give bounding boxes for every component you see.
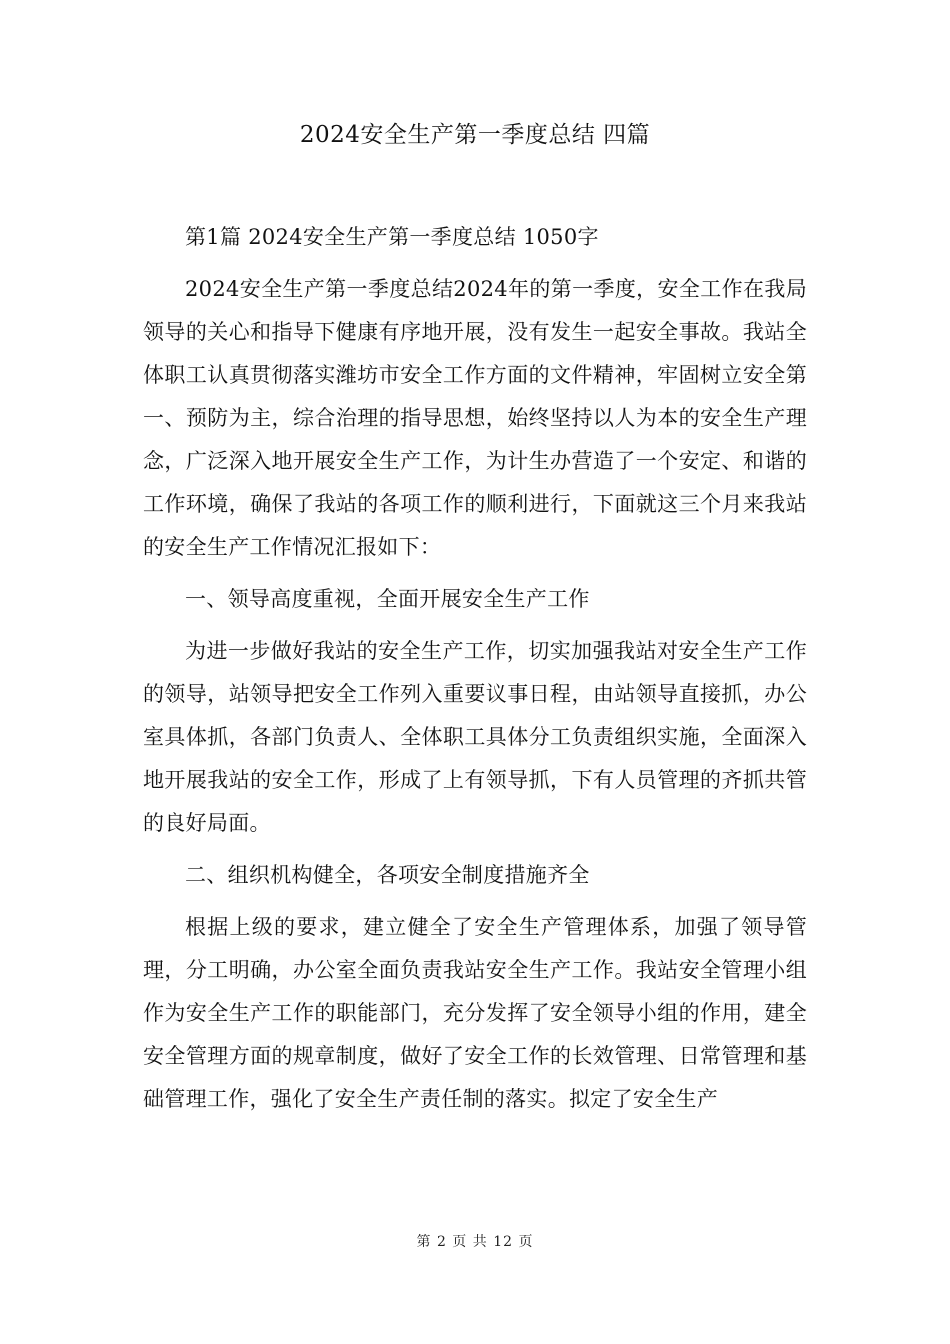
subheading-organization: 二、组织机构健全，各项安全制度措施齐全 [185, 863, 590, 887]
paragraph-organization: 根据上级的要求，建立健全了安全生产管理体系，加强了领导管理，分工明确，办公室全面负责我站安全生产工作。我站安全管理小组作为安全生产工作的职能部门，充分发挥了安全领导小组的作用，建全安全管理方面的规章制度，做好了安全工作的长效管理、日常管理和基础管理工作，强化了安全生产责任制的落实。拟定了安全生产 [143, 915, 807, 1111]
document-title: 2024安全生产第一季度总结 四篇 [299, 122, 651, 148]
section-heading: 第1篇 2024安全生产第一季度总结 1050字 [185, 225, 599, 249]
subheading-leadership: 一、领导高度重视，全面开展安全生产工作 [185, 587, 590, 611]
page-number-footer: 第 2 页 共 12 页 [416, 1234, 534, 1250]
document-body [143, 216, 807, 1121]
paragraph-intro: 2024安全生产第一季度总结2024年的第一季度，安全工作在我局领导的关心和指导下健康有序地开展，没有发生一起安全事故。我站全体职工认真贯彻落实潍坊市安全工作方面的文件精神，牢固树立安全第一、预防为主，综合治理的指导思想，始终坚持以人为本的安全生产理念，广泛深入地开展安全生产工作，为计生办营造了一个安定、和谐的工作环境，确保了我站的各项工作的顺利进行，下面就这三个月来我站的安全生产工作情况汇报如下： [143, 277, 807, 559]
paragraph-leadership: 为进一步做好我站的安全生产工作，切实加强我站对安全生产工作的领导，站领导把安全工作列入重要议事日程，由站领导直接抓，办公室具体抓，各部门负责人、全体职工具体分工负责组织实施，全面深入地开展我站的安全工作，形成了上有领导抓，下有人员管理的齐抓共管的良好局面。 [143, 639, 807, 835]
